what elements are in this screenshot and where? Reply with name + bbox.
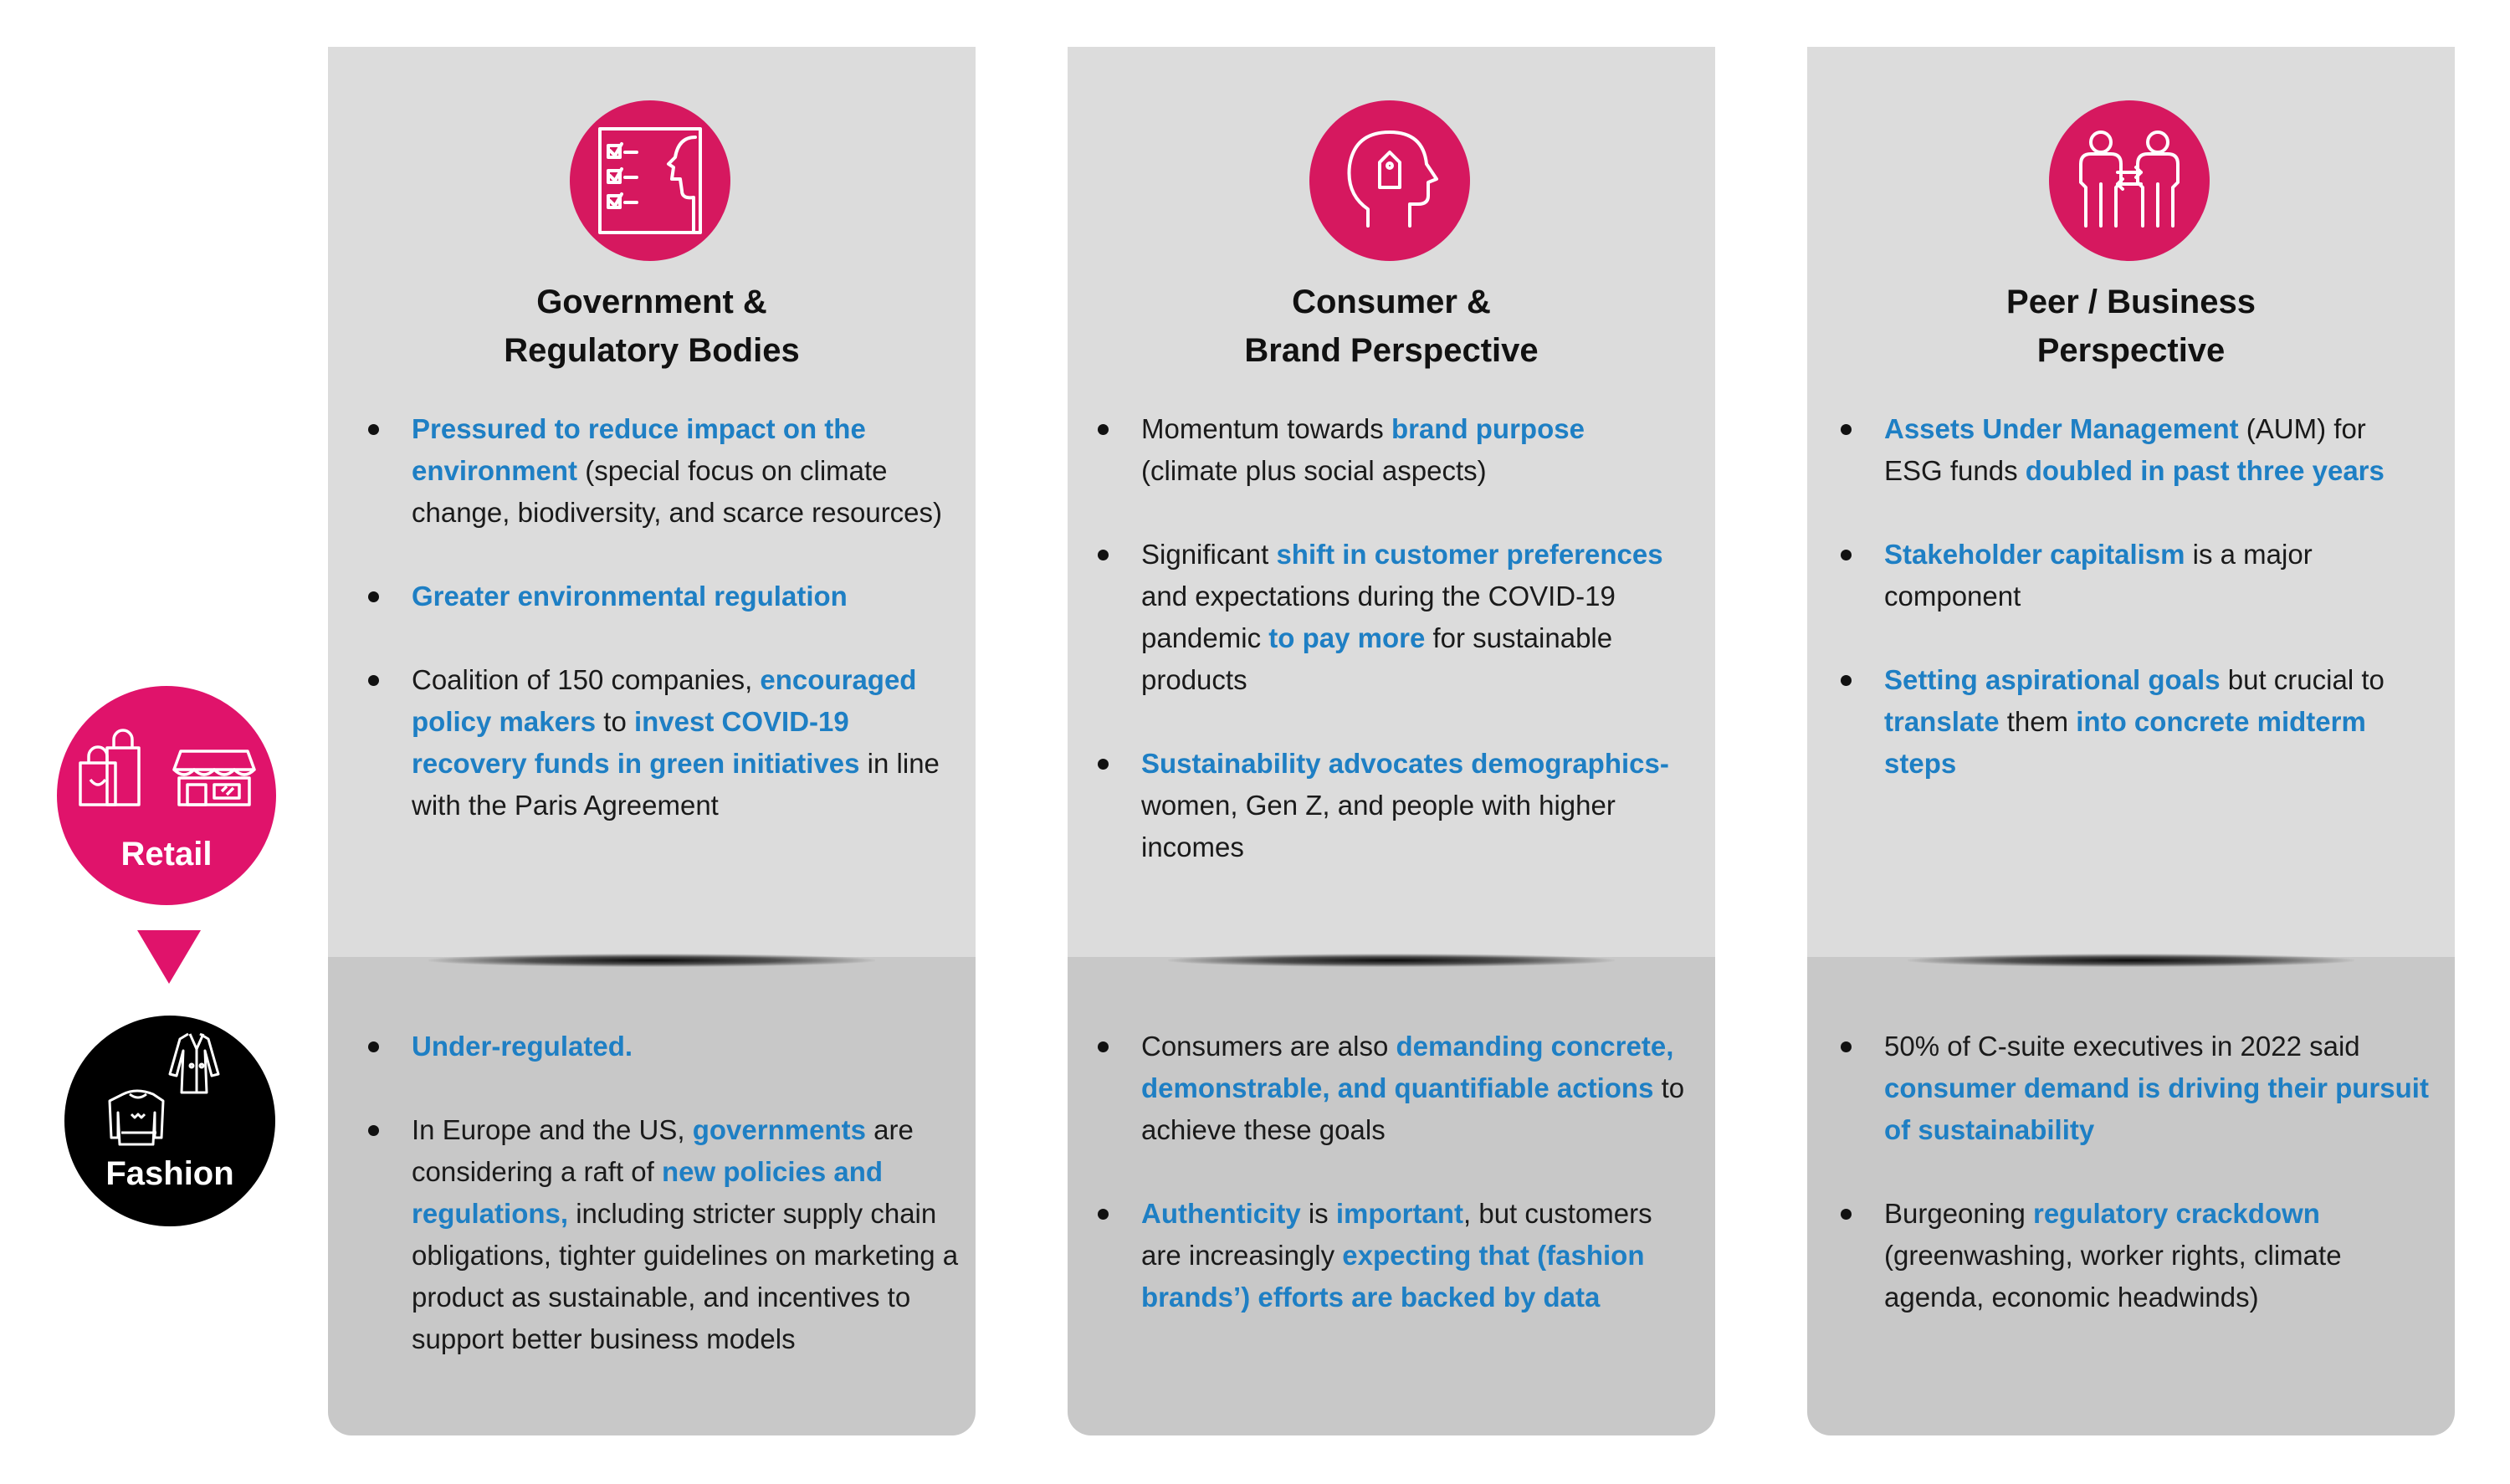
bullet-item (1884, 534, 2428, 617)
highlight-text: shift in customer preferences (1276, 539, 1663, 570)
panel-divider-shadow (1908, 954, 2354, 967)
highlight-text: Sustainability advocates demographics- (1141, 748, 1669, 779)
highlight-text: Assets Under Management (1884, 413, 2239, 444)
body-text: to (596, 706, 634, 737)
body-text: in line with the Paris Agreement (412, 748, 940, 821)
title-line-2: Regulatory Bodies (504, 332, 800, 369)
bullet-item (1141, 1193, 1693, 1318)
body-text: women, Gen Z, and people with higher incomes (1141, 790, 1616, 862)
highlight-text: new policies and regulations, (412, 1156, 884, 1229)
column-title (328, 278, 976, 375)
storefront-icon (57, 686, 276, 905)
highlight-text: encouraged policy makers (412, 664, 917, 737)
body-text: including stricter supply chain obligations, tighter guidelines on marketing a product as sustainable, and incentives to support better business models (412, 1198, 959, 1354)
retail-label: Retail (120, 836, 213, 872)
bullet-item (412, 1109, 964, 1360)
highlight-text: consumer demand is driving their pursuit of sustainability (1884, 1072, 2429, 1145)
body-text: (special focus on climate change, biodiversity, and scarce resources) (412, 455, 943, 528)
upper-bullet-list (412, 408, 955, 868)
bullet-item (1884, 408, 2428, 492)
title-line-1: Government & (536, 284, 767, 320)
highlight-text: to pay more (1268, 622, 1426, 653)
lower-bullet-list (1141, 1026, 1693, 1360)
bullet-item (1141, 1026, 1693, 1151)
bullet-item (1141, 534, 1685, 701)
title-line-2: Perspective (2036, 332, 2226, 369)
regulation-checklist-icon (570, 100, 730, 261)
upper-bullet-list (1141, 408, 1685, 910)
body-text: but crucial to (2220, 664, 2384, 695)
body-text: Burgeoning (1884, 1198, 2033, 1229)
body-text: (climate plus social aspects) (1141, 455, 1487, 486)
bullet-item (412, 1026, 964, 1067)
highlight-text: governments (692, 1114, 866, 1145)
column-peer-business (1807, 47, 2455, 1435)
highlight-text: translate (1884, 706, 2000, 737)
highlight-text: important (1335, 1198, 1464, 1229)
fashion-badge (64, 1016, 275, 1226)
body-text: is (1300, 1198, 1336, 1229)
highlight-text: demanding concrete, demonstrable, and quantifiable actions (1141, 1031, 1674, 1103)
body-text: them (1999, 706, 2077, 737)
bullet-item (1141, 743, 1685, 868)
highlight-text: Stakeholder capitalism (1884, 539, 2185, 570)
title-line-2: Brand Perspective (1244, 332, 1539, 369)
peer-exchange-icon (2049, 100, 2210, 261)
sweater-icon (64, 1016, 275, 1226)
body-text: , but customers are increasingly (1141, 1198, 1652, 1271)
consumer-head-tag-icon (1309, 100, 1470, 261)
highlight-text: Setting aspirational goals (1884, 664, 2221, 695)
body-text: and expectations during the COVID-19 pandemic (1141, 581, 1616, 653)
bullet-item (1884, 1193, 2436, 1318)
highlight-text: Greater environmental regulation (412, 581, 848, 612)
lower-bullet-list (1884, 1026, 2436, 1360)
fashion-label: Fashion (105, 1155, 234, 1192)
panel-divider-shadow (1168, 954, 1615, 967)
lower-bullet-list (412, 1026, 964, 1402)
body-text: to achieve these goals (1141, 1072, 1685, 1145)
body-text: is a major component (1884, 539, 2313, 612)
highlight-text: invest COVID-19 recovery funds in green initiatives (412, 706, 860, 779)
body-text: (greenwashing, worker rights, climate agenda, economic headwinds) (1884, 1240, 2342, 1313)
body-text: Significant (1141, 539, 1277, 570)
body-text: Consumers are also (1141, 1031, 1396, 1062)
column-government (328, 47, 976, 1435)
highlight-text: expecting that (fashion brands’) efforts are backed by data (1141, 1240, 1645, 1313)
column-consumer (1068, 47, 1715, 1435)
body-text: (AUM) for ESG funds (1884, 413, 2366, 486)
body-text: Momentum towards (1141, 413, 1391, 444)
column-title (1807, 278, 2455, 375)
retail-badge (57, 686, 276, 905)
bullet-item (1141, 408, 1685, 492)
bullet-item (412, 659, 955, 826)
bullet-item (412, 408, 955, 534)
highlight-text: Pressured to reduce impact on the environment (412, 413, 866, 486)
body-text: In Europe and the US, (412, 1114, 693, 1145)
bullet-item (412, 576, 955, 617)
column-title (1068, 278, 1715, 375)
panel-divider-shadow (428, 954, 875, 967)
highlight-text: Under-regulated. (412, 1031, 633, 1062)
bullet-item (1884, 1026, 2436, 1151)
highlight-text: regulatory crackdown (2032, 1198, 2320, 1229)
body-text: for sustainable products (1141, 622, 1613, 695)
bullet-item (1884, 659, 2428, 785)
highlight-text: into concrete midterm steps (1884, 706, 2366, 779)
upper-bullet-list (1884, 408, 2428, 826)
body-text: are considering a raft of (412, 1114, 914, 1187)
title-line-1: Peer / Business (2006, 284, 2256, 320)
body-text: Coalition of 150 companies, (412, 664, 761, 695)
down-arrow-icon (137, 930, 201, 984)
highlight-text: doubled in past three years (2025, 455, 2384, 486)
title-line-1: Consumer & (1292, 284, 1491, 320)
highlight-text: Authenticity (1141, 1198, 1301, 1229)
highlight-text: brand purpose (1391, 413, 1585, 444)
body-text: 50% of C-suite executives in 2022 said (1884, 1031, 2360, 1062)
